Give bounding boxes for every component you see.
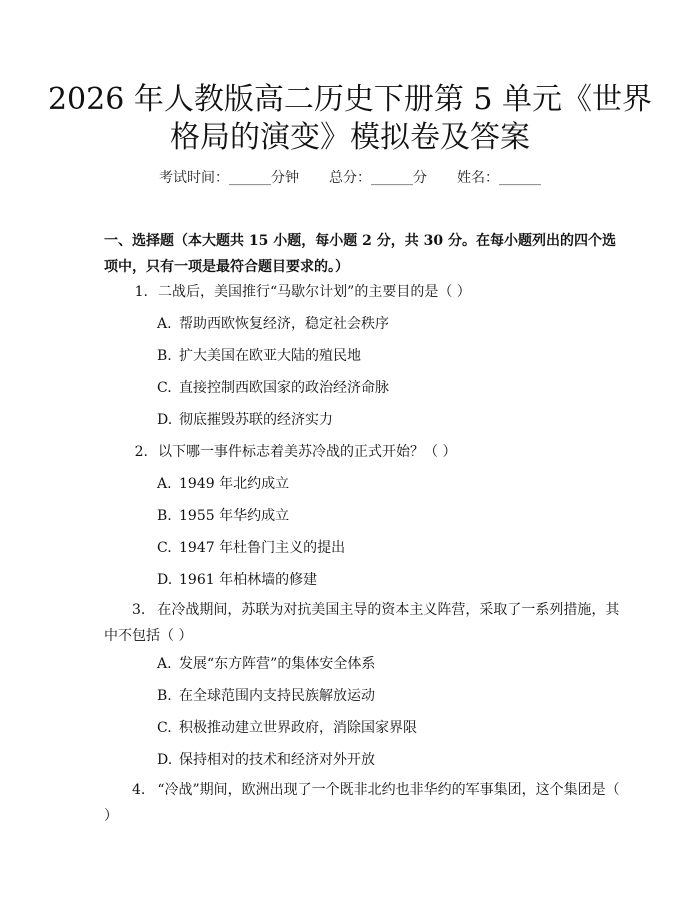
question-text: 在冷战期间，苏联为对抗美国主导的资本主义阵营，采取了一系列措施，其中不包括（ ） [104,602,620,644]
question-2-option-c: C. 1947 年杜鲁门主义的提出 [157,540,346,556]
student-name: 姓名：______ [457,170,541,186]
question-3-option-d: D. 保持相对的技术和经济对外开放 [157,752,375,768]
question-1-option-d: D. 彻底摧毁苏联的经济实力 [157,412,333,428]
question-number: 2. [134,444,148,460]
question-1-option-a: A. 帮助西欧恢复经济，稳定社会秩序 [157,316,389,332]
section-heading: 一、选择题（本大题共 15 小题，每小题 2 分，共 30 分。在每小题列出的四个选项中，只有一项是最符合题目要求的。） [104,233,616,275]
exam-time: 考试时间：______分钟 [159,170,299,186]
question-2 [104,439,624,465]
question-2-option-a: A. 1949 年北约成立 [157,476,290,492]
question-1-option-c: C. 直接控制西欧国家的政治经济命脉 [157,380,389,396]
question-number: 3. [132,602,146,618]
question-4 [104,777,624,829]
exam-score: 总分：______分 [329,170,427,186]
question-1 [104,279,624,305]
question-text: “冷战”期间，欧洲出现了一个既非北约也非华约的军事集团，这个集团是（ ） [104,782,620,824]
question-3-option-c: C. 积极推动建立世界政府，消除国家界限 [157,720,417,736]
page-title-line1: 2026 年人教版高二历史下册第 5 单元《世界 [47,82,653,117]
question-2-option-d: D. 1961 年柏林墙的修建 [157,572,318,588]
question-1-option-b: B. 扩大美国在欧亚大陆的殖民地 [157,348,361,364]
question-number: 4. [132,782,146,798]
question-3 [104,597,624,649]
exam-meta [0,168,700,188]
question-2-option-b: B. 1955 年华约成立 [157,508,290,524]
question-3-option-a: A. 发展“东方阵营”的集体安全体系 [157,656,376,672]
question-3-option-b: B. 在全球范围内支持民族解放运动 [157,688,375,704]
question-text: 二战后，美国推行“马歇尔计划”的主要目的是（ ） [158,284,471,300]
page-title-line2: 格局的演变》模拟卷及答案 [170,120,530,155]
question-number: 1. [134,284,148,300]
question-text: 以下哪一事件标志着美苏冷战的正式开始？（ ） [158,444,457,460]
